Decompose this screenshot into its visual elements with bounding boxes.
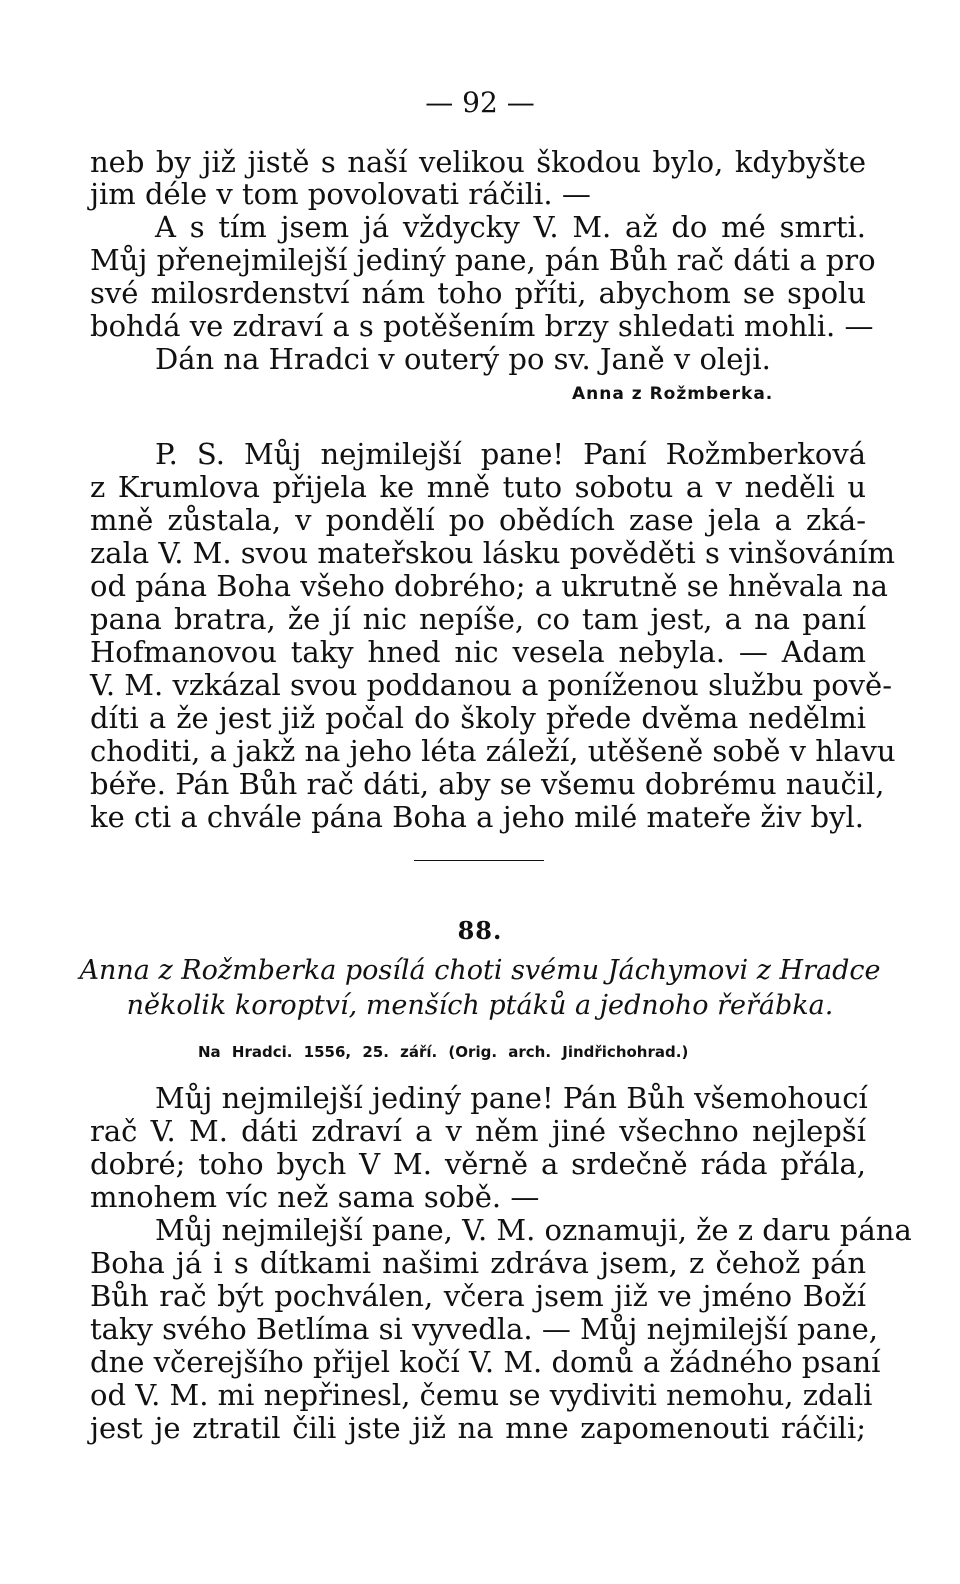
letter-title: Anna z Rožmberka posílá choti svému Jáchymovi z Hradce: [79, 955, 881, 986]
text-line: dne včerejšího přijel kočí V. M. domů a žádného psaní: [90, 1345, 881, 1379]
postscript-line: od pána Boha všeho dobrého; a ukrutně se hněvala na: [90, 569, 888, 603]
postscript-line: díti a že jest již počal do školy přede dvěma nedělmi: [90, 701, 866, 735]
postscript-line: Hofmanovou taky hned nic vesela nebyla. — Adam: [90, 635, 866, 669]
letter-meta: Na Hradci. 1556, 25. září. (Orig. arch. Jindřichohrad.): [198, 1043, 689, 1061]
text-line: své milosrdenství nám toho příti, abychom se spolu: [90, 276, 866, 310]
text-line: mnohem víc než sama sobě. —: [90, 1180, 540, 1214]
text-line: bohdá ve zdraví a s potěšením brzy shledati mohli. —: [90, 309, 874, 343]
postscript-line: z Krumlova přijela ke mně tuto sobotu a v neděli u: [90, 470, 866, 504]
postscript-line: béře. Pán Bůh rač dáti, aby se všemu dobrému naučil,: [90, 767, 885, 801]
postscript-line: mně zůstala, v pondělí po obědích zase jela a zká-: [90, 503, 866, 537]
postscript-line: P. S. Můj nejmilejší pane! Paní Rožmberková: [155, 437, 866, 471]
postscript-line: ke cti a chvále pána Boha a jeho milé mateře živ byl.: [90, 800, 864, 834]
text-line: Můj nejmilejší pane, V. M. oznamuji, že z daru pána: [155, 1213, 912, 1247]
text-line: dobré; toho bych V M. věrně a srdečně ráda přála,: [90, 1147, 866, 1181]
letter-title: několik koroptví, menších ptáků a jednoho řeřábka.: [126, 990, 834, 1021]
text-line: rač V. M. dáti zdraví a v něm jiné všechno nejlepší: [90, 1114, 866, 1148]
text-line: Můj nejmilejší jediný pane! Pán Bůh všemohoucí: [155, 1081, 868, 1115]
page-number: — 92 —: [425, 86, 535, 119]
postscript-line: V. M. vzkázal svou poddanou a poníženou službu pově-: [90, 668, 893, 702]
text-line: A s tím jsem já vždycky V. M. až do mé smrti.: [155, 210, 866, 244]
text-line: neb by již jistě s naší velikou škodou bylo, kdybyšte: [90, 145, 866, 179]
postscript-line: choditi, a jakž na jeho léta záleží, utěšeně sobě v hlavu: [90, 734, 896, 768]
text-line: jest je ztratil čili jste již na mne zapomenouti ráčili;: [90, 1411, 866, 1445]
signature: Anna z Rožmberka.: [572, 384, 774, 404]
letter-number: 88.: [457, 916, 503, 945]
postscript-line: zala V. M. svou mateřskou lásku pověděti s vinšováním: [90, 536, 895, 570]
text-line: od V. M. mi nepřinesl, čemu se vydiviti nemohu, zdali: [90, 1378, 873, 1412]
text-line: Bůh rač být pochválen, včera jsem již ve jméno Boží: [90, 1279, 866, 1313]
section-divider: [414, 860, 544, 861]
postscript-line: pana bratra, že jí nic nepíše, co tam jest, a na paní: [90, 602, 866, 636]
text-line: taky svého Betlíma si vyvedla. — Můj nejmilejší pane,: [90, 1312, 878, 1346]
text-line: Boha já i s dítkami našimi zdráva jsem, z čehož pán: [90, 1246, 866, 1280]
text-line: Můj přenejmilejší jediný pane, pán Bůh rač dáti a pro: [90, 243, 876, 277]
text-line: jim déle v tom povolovati ráčili. —: [90, 177, 591, 211]
text-line: Dán na Hradci v outerý po sv. Janě v oleji.: [155, 342, 771, 376]
